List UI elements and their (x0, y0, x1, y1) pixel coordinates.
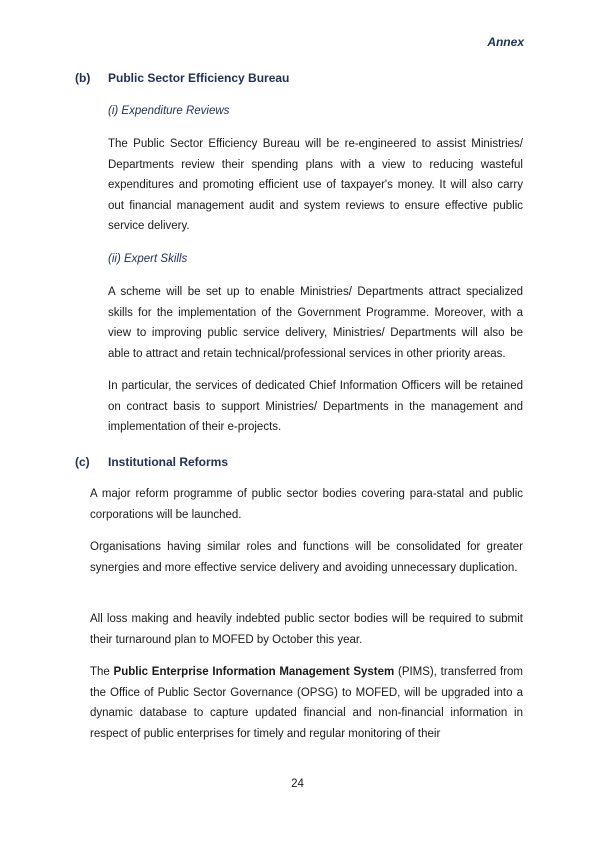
subsection-expert-skills: (ii) Expert Skills (108, 253, 188, 265)
paragraph-turnaround-plan: All loss making and heavily indebted public sector bodies will be required to submit their turnaround plan to MOFED by October this year. (90, 613, 523, 646)
paragraph-reform-programme: A major reform programme of public sector bodies covering para-statal and public corporations will be launched. (90, 488, 523, 521)
section-b-heading (75, 71, 289, 85)
annex-label: Annex (487, 35, 524, 49)
paragraph-consolidation: Organisations having similar roles and functions will be consolidated for greater synergies and more effective service delivery and avoiding unnecessary duplication. (90, 541, 523, 574)
pims-prefix: The (90, 666, 114, 678)
section-b-label: (b) (75, 71, 91, 85)
section-c-title: Institutional Reforms (108, 455, 229, 469)
section-c-heading (75, 455, 228, 469)
pims-system-name: Public Enterprise Information Management System (113, 666, 395, 678)
page-number: 24 (291, 778, 304, 790)
paragraph-pims (90, 662, 523, 744)
pims-text: (PIMS), transferred from the Office of Public Sector Governance (OPSG) to MOFED, will be upgraded into a dynamic database to capture updated financial and non-financial information in respect of public enterprises for timely and regular monitoring of their (90, 666, 523, 740)
subsection-expenditure-reviews: (i) Expenditure Reviews (108, 105, 230, 117)
paragraph-expenditure-reviews: The Public Sector Efficiency Bureau will be re-engineered to assist Ministries/ Departments review their spending plans with a view to reducing wasteful expenditures and promoting efficient use of taxpayer's money. It will also carry out financial management audit and system reviews to ensure effective public service delivery. (108, 138, 523, 233)
paragraph-chief-information-officers: In particular, the services of dedicated Chief Information Officers will be retained on contract basis to support Ministries/ Departments in the management and implementation of their e-projects. (108, 380, 523, 434)
paragraph-expert-skills: A scheme will be set up to enable Ministries/ Departments attract specialized skills for the implementation of the Government Programme. Moreover, with a view to improving public service delivery, Ministries/ Departments will also be able to attract and retain technical/professional services in other priority areas. (108, 286, 523, 360)
section-b-title: Public Sector Efficiency Bureau (108, 71, 290, 85)
section-c-label: (c) (75, 455, 90, 469)
